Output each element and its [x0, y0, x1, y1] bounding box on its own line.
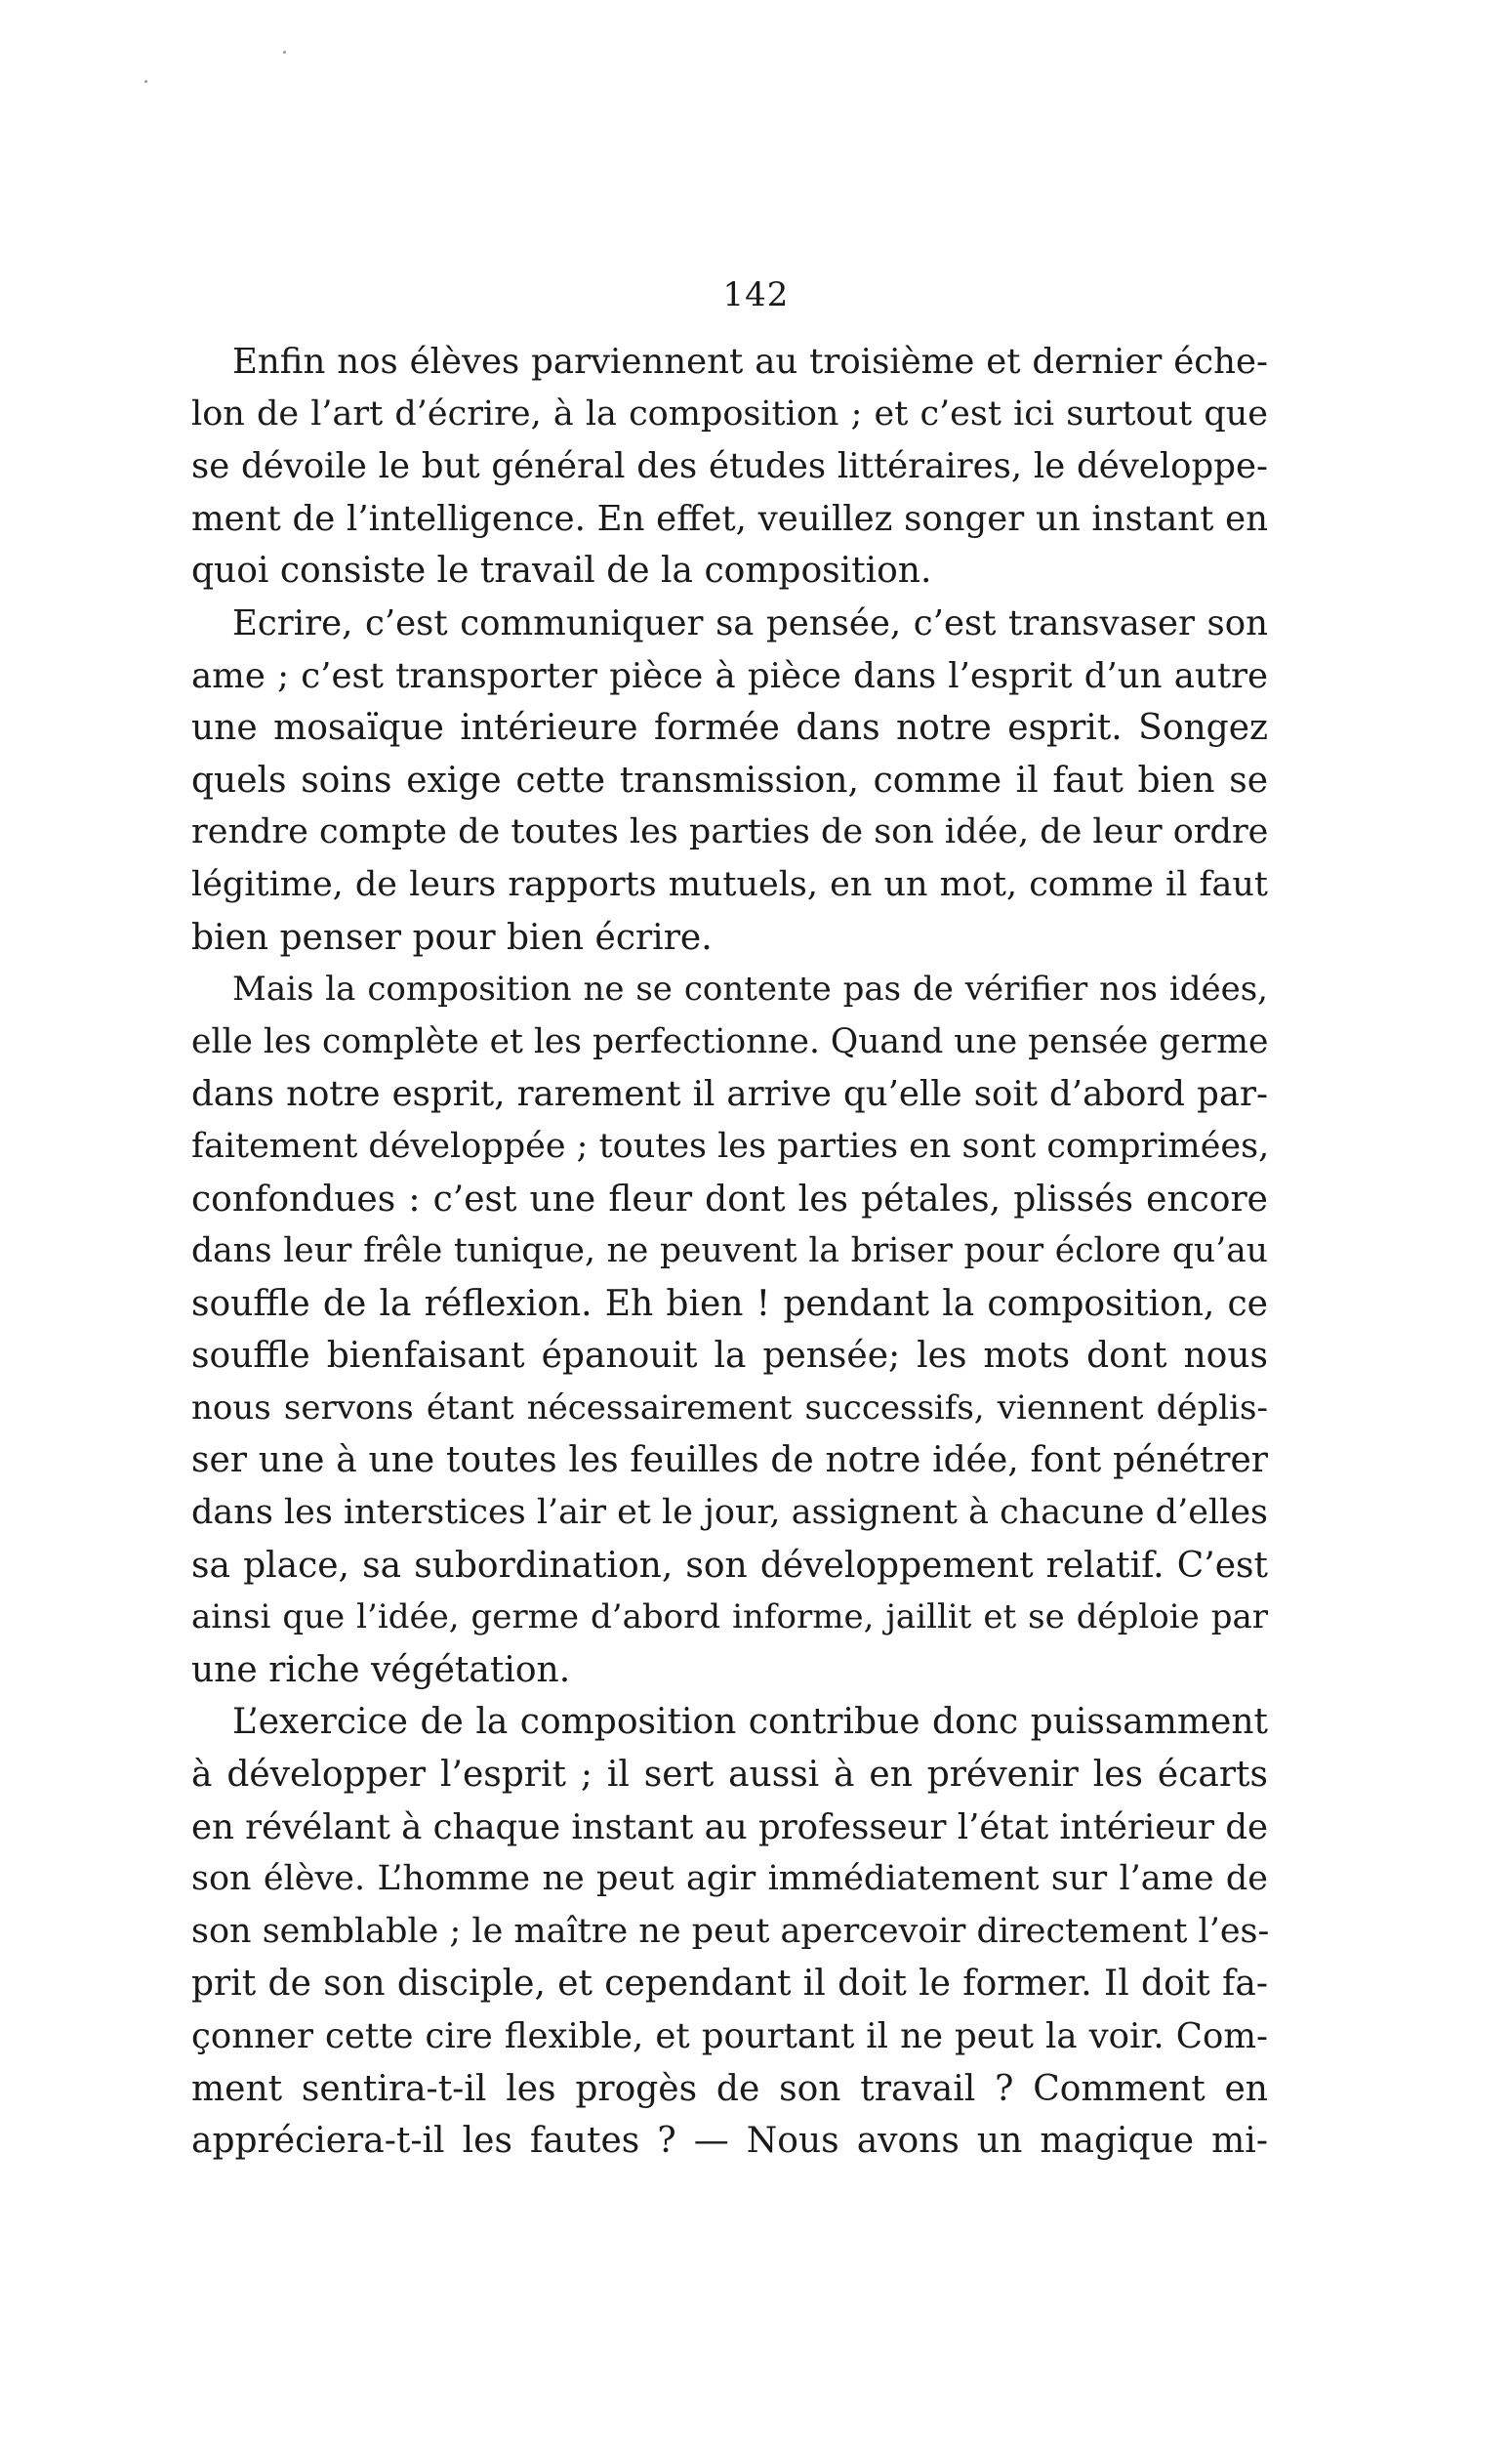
text-line: une mosaïque intérieure formée dans notre esprit. Songez [191, 708, 1268, 749]
scan-speck [283, 51, 286, 54]
paragraph [191, 964, 1268, 1696]
text-line: dans les interstices l’air et le jour, assignent à chacune d’elles [191, 1493, 1268, 1533]
paragraph [191, 336, 1268, 598]
text-line: lon de l’art d’écrire, à la composition ; et c’est ici surtout que [191, 393, 1268, 434]
page-number: 142 [722, 275, 790, 314]
text-line: ment sentira-t-il les progès de son travail ? Comment en [191, 2068, 1268, 2109]
text-line: quels soins exige cette transmission, comme il faut bien se [191, 760, 1268, 801]
text-line: son semblable ; le maître ne peut apercevoir directement l’es- [191, 1911, 1270, 1951]
text-line: ainsi que l’idée, germe d’abord informe, jaillit et se déploie par [191, 1597, 1268, 1637]
text-line: confondues : c’est une fleur dont les pétales, plissés encore [191, 1179, 1268, 1220]
text-line: nous servons étant nécessairement successifs, viennent déplis- [191, 1387, 1268, 1428]
text-line: dans leur frêle tunique, ne peuvent la briser pour éclore qu’au [191, 1231, 1268, 1271]
text-line: une riche végétation. [191, 1649, 571, 1690]
text-line: bien penser pour bien écrire. [191, 917, 713, 958]
text-line: dans notre esprit, rarement il arrive qu’elle soit d’abord par- [191, 1074, 1268, 1115]
text-line: ment de l’intelligence. En effet, veuillez songer un instant en [191, 498, 1268, 539]
text-line: ser une à une toutes les feuilles de notre idée, font pénétrer [191, 1440, 1268, 1481]
text-line: son élève. L’homme ne peut agir immédiatement sur l’ame de [191, 1859, 1268, 1899]
text-line: elle les complète et les perfectionne. Quand une pensée germe [191, 1021, 1269, 1061]
text-line: à développer l’esprit ; il sert aussi à en prévenir les écarts [191, 1755, 1268, 1796]
body-text [191, 336, 1268, 2168]
text-line: çonner cette cire flexible, et pourtant il ne peut la voir. Com- [191, 2016, 1268, 2056]
text-line: rendre compte de toutes les parties de son idée, de leur ordre [191, 812, 1269, 852]
text-line: sa place, sa subordination, son développement relatif. C’est [191, 1545, 1268, 1586]
text-line: appréciera-t-il les fautes ? — Nous avons un magique mi- [191, 2121, 1268, 2162]
text-line: quoi consiste le travail de la composition. [191, 551, 932, 592]
text-line: en révélant à chaque instant au professeur l’état intérieur de [191, 1806, 1269, 1847]
text-line: faitement développée ; toutes les parties en sont comprimées, [191, 1126, 1270, 1166]
text-line: légitime, de leurs rapports mutuels, en un mot, comme il faut [191, 864, 1268, 904]
text-line: Ecrire, c’est communiquer sa pensée, c’est transvaser son [232, 602, 1268, 643]
text-line: souffle bienfaisant épanouit la pensée; les mots dont nous [191, 1336, 1268, 1377]
text-line: se dévoile le but général des études littéraires, le développe- [191, 446, 1268, 487]
text-line: L’exercice de la composition contribue donc puissamment [232, 1702, 1268, 1743]
paragraph [191, 598, 1268, 964]
text-line: Enfin nos élèves parviennent au troisième et dernier éche- [232, 342, 1268, 382]
text-line: ame ; c’est transporter pièce à pièce dans l’esprit d’un autre [191, 655, 1268, 696]
text-line: Mais la composition ne se contente pas de vérifier nos idées, [232, 970, 1268, 1010]
paragraph [191, 1696, 1268, 2167]
scan-speck [144, 80, 147, 83]
text-line: prit de son disciple, et cependant il doit le former. Il doit fa- [191, 1964, 1268, 2005]
text-line: souffle de la réflexion. Eh bien ! pendant la composition, ce [191, 1283, 1268, 1324]
